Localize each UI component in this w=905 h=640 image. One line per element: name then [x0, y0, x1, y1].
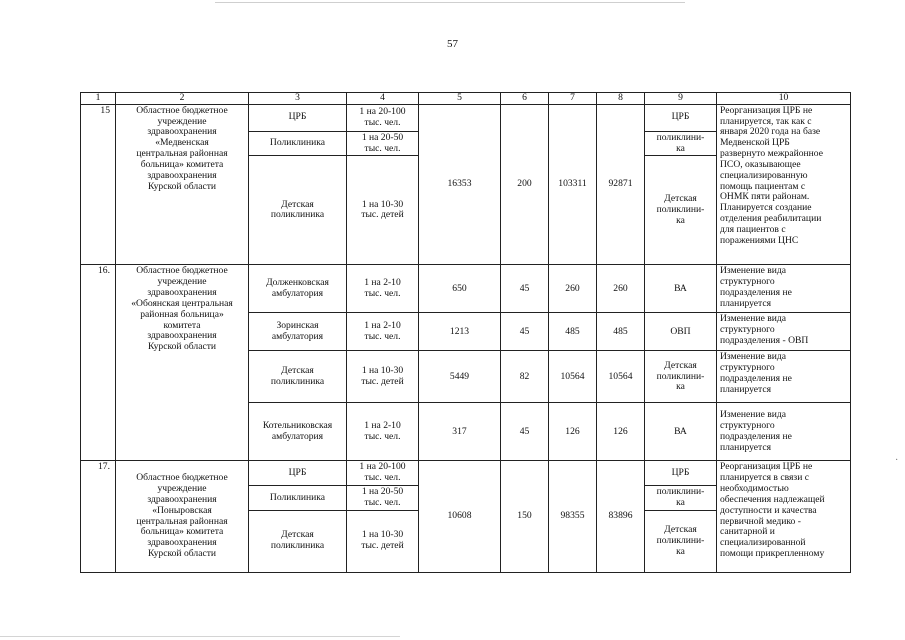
organization-name: Областное бюджетное учреждение здравоохранения «Поныровская центральная районная больница» комитета здравоохранения Курской области	[116, 461, 249, 572]
scan-edge-mark: ·	[895, 455, 899, 466]
note: Изменение вида структурного подразделения - ОВП	[717, 313, 851, 351]
value-col7: 98355	[549, 461, 597, 572]
unit-type: ОВП	[645, 313, 717, 351]
value-col7: 126	[549, 403, 597, 461]
value-col8: 83896	[597, 461, 645, 572]
note: Изменение вида структурного подразделения не планируется	[717, 265, 851, 313]
unit-type: ЦРБ	[645, 461, 717, 486]
table-row	[81, 265, 851, 313]
value-col8: 485	[597, 313, 645, 351]
unit-name: Долженковская амбулатория	[249, 265, 347, 313]
value-col6: 82	[501, 351, 549, 403]
unit-norm: 1 на 20-50 тыс. чел.	[347, 131, 419, 156]
unit-name: Поликлиника	[249, 131, 347, 156]
value-col5: 16353	[419, 104, 501, 265]
unit-type: ВА	[645, 265, 717, 313]
organization-name: Областное бюджетное учреждение здравоохранения «Медвенская центральная районная больница» комитета здравоохранения Курской области	[116, 104, 249, 265]
value-col5: 1213	[419, 313, 501, 351]
note: Изменение вида структурного подразделения не планируется	[717, 351, 851, 403]
value-col5: 5449	[419, 351, 501, 403]
note: Реорганизация ЦРБ не планируется, так как с января 2020 года на базе Медвенской ЦРБ развернуто межрайонное ПСО, оказывающее специализированную помощь пациентам с ОНМК пяти районам. Планируется создание отделения реабилитации для пациентов с поражениями ЦНС	[717, 104, 851, 265]
unit-type: поликлини- ка	[645, 486, 717, 511]
unit-name: Поликлиника	[249, 486, 347, 511]
unit-type: ВА	[645, 403, 717, 461]
value-col8: 92871	[597, 104, 645, 265]
value-col5: 317	[419, 403, 501, 461]
header-cell: 5	[419, 93, 501, 105]
value-col7: 485	[549, 313, 597, 351]
header-cell: 9	[645, 93, 717, 105]
unit-norm: 1 на 10-30 тыс. детей	[347, 156, 419, 265]
unit-name: ЦРБ	[249, 104, 347, 131]
value-col7: 103311	[549, 104, 597, 265]
unit-norm: 1 на 2-10 тыс. чел.	[347, 313, 419, 351]
note: Реорганизация ЦРБ не планируется в связи с необходимостью обеспечения надлежащей доступности и качества первичной медико - санитарной и специализированной помощи прикрепленному	[717, 461, 851, 572]
table-row	[81, 461, 851, 486]
table-row	[81, 104, 851, 131]
unit-type: Детская поликлини- ка	[645, 156, 717, 265]
data-table	[80, 92, 851, 573]
value-col6: 200	[501, 104, 549, 265]
note: Изменение вида структурного подразделения не планируется	[717, 403, 851, 461]
unit-norm: 1 на 20-100 тыс. чел.	[347, 104, 419, 131]
unit-norm: 1 на 20-100 тыс. чел.	[347, 461, 419, 486]
unit-name: Детская поликлиника	[249, 351, 347, 403]
row-number: 17.	[81, 461, 116, 572]
unit-type: поликлини- ка	[645, 131, 717, 156]
organization-name: Областное бюджетное учреждение здравоохранения «Обоянская центральная районная больница» комитета здравоохранения Курской области	[116, 265, 249, 461]
unit-name: ЦРБ	[249, 461, 347, 486]
header-cell: 2	[116, 93, 249, 105]
unit-name: Детская поликлиника	[249, 156, 347, 265]
value-col5: 650	[419, 265, 501, 313]
page-number: 57	[447, 38, 458, 50]
unit-name: Котельниковская амбулатория	[249, 403, 347, 461]
value-col7: 10564	[549, 351, 597, 403]
header-cell: 1	[81, 93, 116, 105]
header-cell: 3	[249, 93, 347, 105]
header-cell: 8	[597, 93, 645, 105]
unit-type: ЦРБ	[645, 104, 717, 131]
value-col6: 45	[501, 403, 549, 461]
unit-norm: 1 на 10-30 тыс. детей	[347, 351, 419, 403]
value-col7: 260	[549, 265, 597, 313]
unit-type: Детская поликлини- ка	[645, 351, 717, 403]
row-number: 16.	[81, 265, 116, 461]
header-cell: 6	[501, 93, 549, 105]
value-col8: 126	[597, 403, 645, 461]
scan-edge-top	[215, 2, 685, 3]
header-row	[81, 93, 851, 105]
value-col6: 45	[501, 265, 549, 313]
unit-norm: 1 на 20-50 тыс. чел.	[347, 486, 419, 511]
value-col6: 45	[501, 313, 549, 351]
unit-norm: 1 на 2-10 тыс. чел.	[347, 403, 419, 461]
unit-type: Детская поликлини- ка	[645, 510, 717, 572]
header-cell: 4	[347, 93, 419, 105]
row-number: 15	[81, 104, 116, 265]
header-cell: 7	[549, 93, 597, 105]
unit-norm: 1 на 2-10 тыс. чел.	[347, 265, 419, 313]
scan-edge-bottom	[0, 636, 400, 637]
header-cell: 10	[717, 93, 851, 105]
unit-name: Детская поликлиника	[249, 510, 347, 572]
value-col8: 260	[597, 265, 645, 313]
unit-norm: 1 на 10-30 тыс. детей	[347, 510, 419, 572]
value-col8: 10564	[597, 351, 645, 403]
unit-name: Зоринская амбулатория	[249, 313, 347, 351]
value-col6: 150	[501, 461, 549, 572]
value-col5: 10608	[419, 461, 501, 572]
